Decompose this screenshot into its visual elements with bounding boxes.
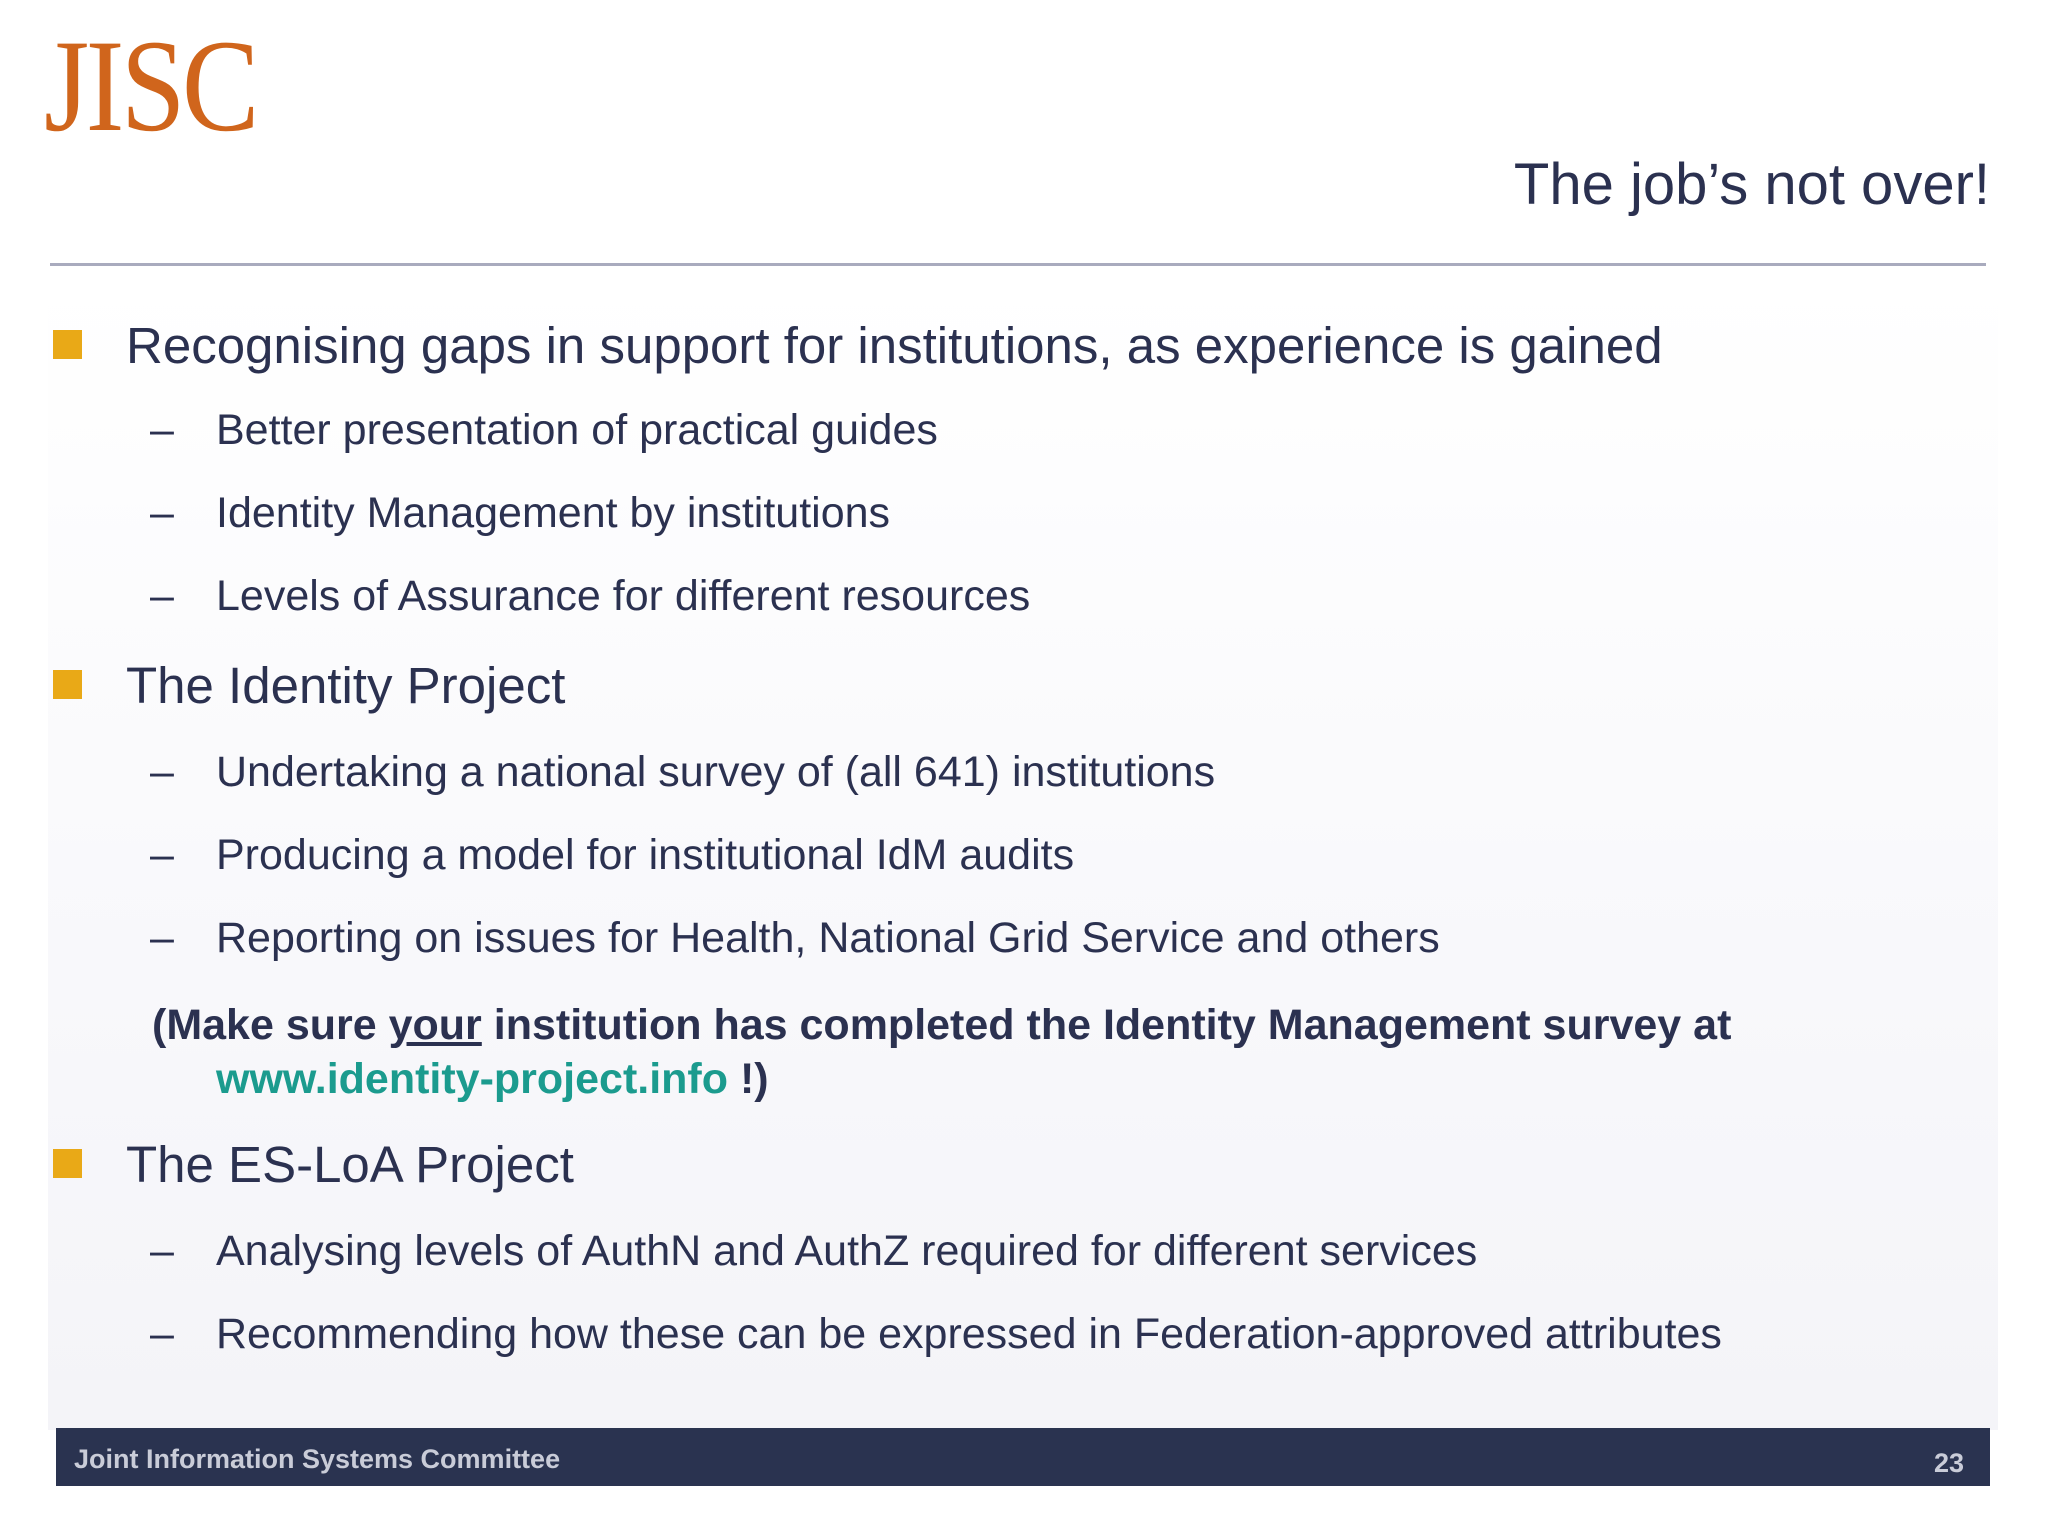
sub-item-text: Undertaking a national survey of (all 641) institutions	[216, 748, 1216, 796]
dash-icon: –	[150, 489, 174, 537]
note-suffix: !)	[728, 1055, 769, 1103]
bullet-heading: Recognising gaps in support for institutions, as experience is gained	[126, 317, 1663, 374]
sub-item-text: Producing a model for institutional IdM audits	[216, 831, 1075, 879]
bullet-square-icon	[53, 330, 82, 359]
identity-project-link[interactable]: www.identity-project.info	[216, 1055, 729, 1103]
footer-bar	[56, 1428, 1990, 1486]
dash-icon: –	[150, 914, 174, 962]
dash-icon: –	[150, 572, 174, 620]
bullet-heading: The Identity Project	[126, 657, 566, 714]
bullet-square-icon	[53, 670, 82, 699]
sub-item-text: Analysing levels of AuthN and AuthZ required for different services	[216, 1227, 1478, 1275]
jisc-logo: JISC	[44, 12, 256, 159]
page-number: 23	[1933, 1448, 1964, 1478]
slide-title: The job’s not over!	[1513, 152, 1990, 217]
dash-icon: –	[150, 406, 174, 454]
sub-item-text: Levels of Assurance for different resources	[216, 572, 1031, 620]
note-middle: institution has completed the Identity Management survey at	[481, 1001, 1732, 1049]
survey-note	[152, 998, 1731, 1106]
note-prefix: (Make sure	[152, 1001, 389, 1049]
bullet-square-icon	[53, 1149, 82, 1178]
dash-icon: –	[150, 831, 174, 879]
sub-item-text: Reporting on issues for Health, National Grid Service and others	[216, 914, 1440, 962]
sub-item-text: Identity Management by institutions	[216, 489, 891, 537]
dash-icon: –	[150, 1310, 174, 1358]
footer-organisation: Joint Information Systems Committee	[74, 1444, 561, 1474]
sub-item-text: Better presentation of practical guides	[216, 406, 938, 454]
dash-icon: –	[150, 1227, 174, 1275]
dash-icon: –	[150, 748, 174, 796]
note-emphasis: your	[388, 1001, 482, 1049]
survey-note-line2	[152, 1052, 1731, 1106]
survey-note-line1	[152, 998, 1731, 1052]
bullet-heading: The ES-LoA Project	[126, 1136, 574, 1193]
sub-item-text: Recommending how these can be expressed in Federation-approved attributes	[216, 1310, 1722, 1358]
